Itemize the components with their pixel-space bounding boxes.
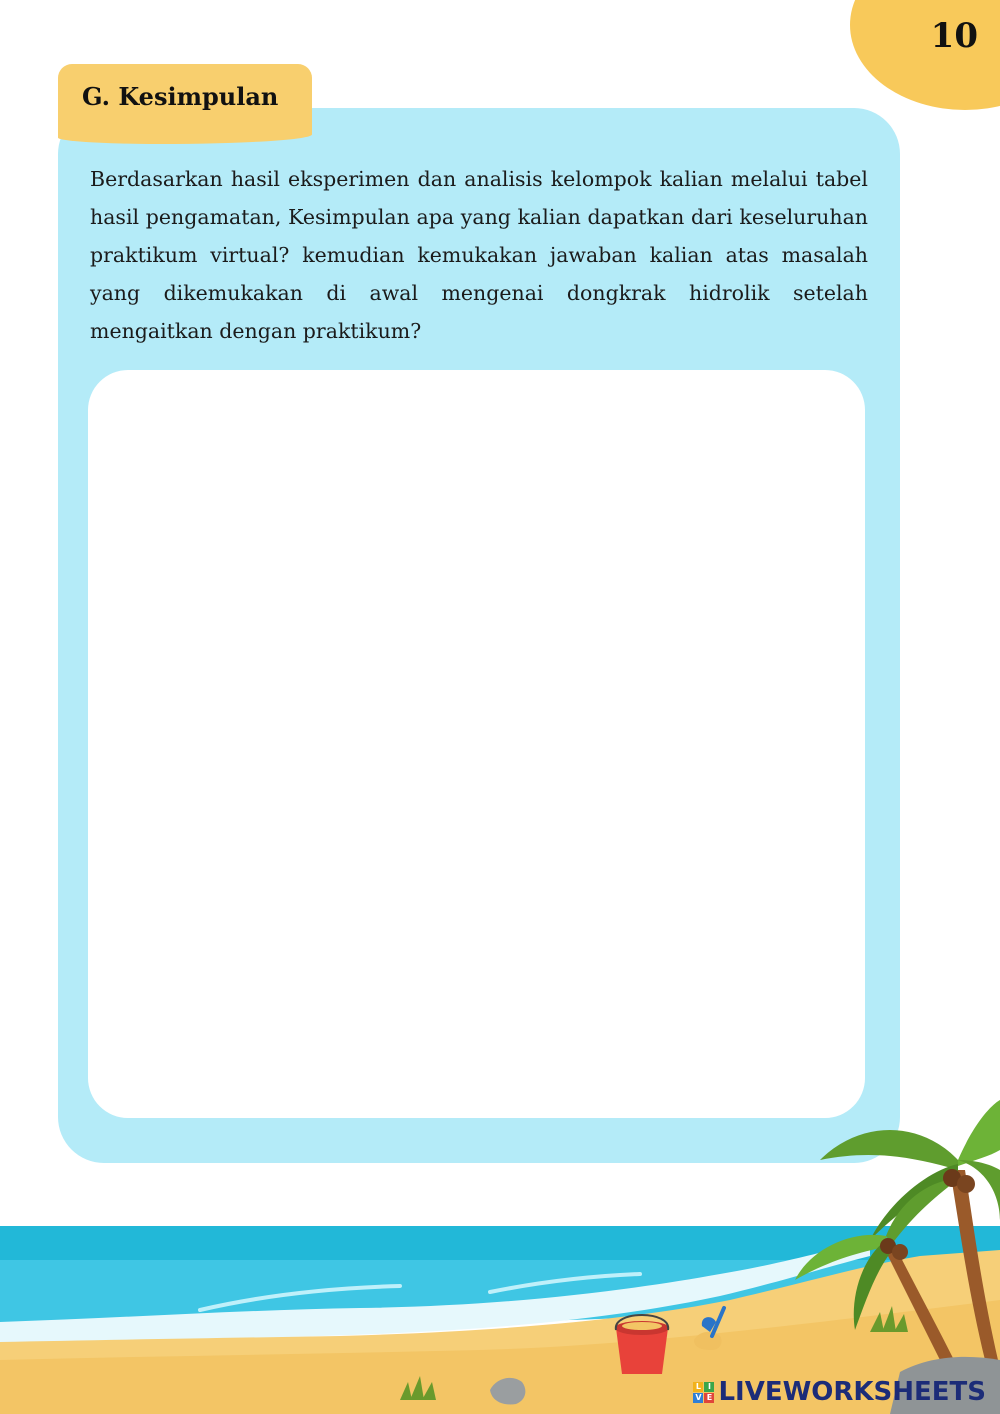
liveworksheets-logo <box>693 1378 986 1406</box>
section-title: G. Kesimpulan <box>82 82 279 111</box>
brand-mark-letter: V <box>695 1392 702 1402</box>
answer-textarea[interactable] <box>88 370 865 1118</box>
brand-mark-letter: I <box>704 1382 714 1392</box>
beach-scenery <box>0 1060 1000 1414</box>
bucket-icon <box>615 1315 669 1374</box>
liveworksheets-wordmark: LIVEWORKSHEETS <box>718 1377 986 1407</box>
page-number: 10 <box>930 16 978 56</box>
question-prompt: Berdasarkan hasil eksperimen dan analisis kelompok kalian melalui tabel hasil pengamatan, Kesimpulan apa yang kalian dapatkan dari keseluruhan praktikum virtual? kemudian kemukakan jawaban kalian atas masalah yang dikemukakan di awal mengenai dongkrak hidrolik setelah mengaitkan dengan praktikum? <box>90 167 868 343</box>
section-tab <box>58 64 312 134</box>
liveworksheets-mark-icon <box>693 1382 714 1403</box>
brand-mark-letter: L <box>693 1382 703 1392</box>
brand-mark-letter: E <box>704 1393 714 1403</box>
